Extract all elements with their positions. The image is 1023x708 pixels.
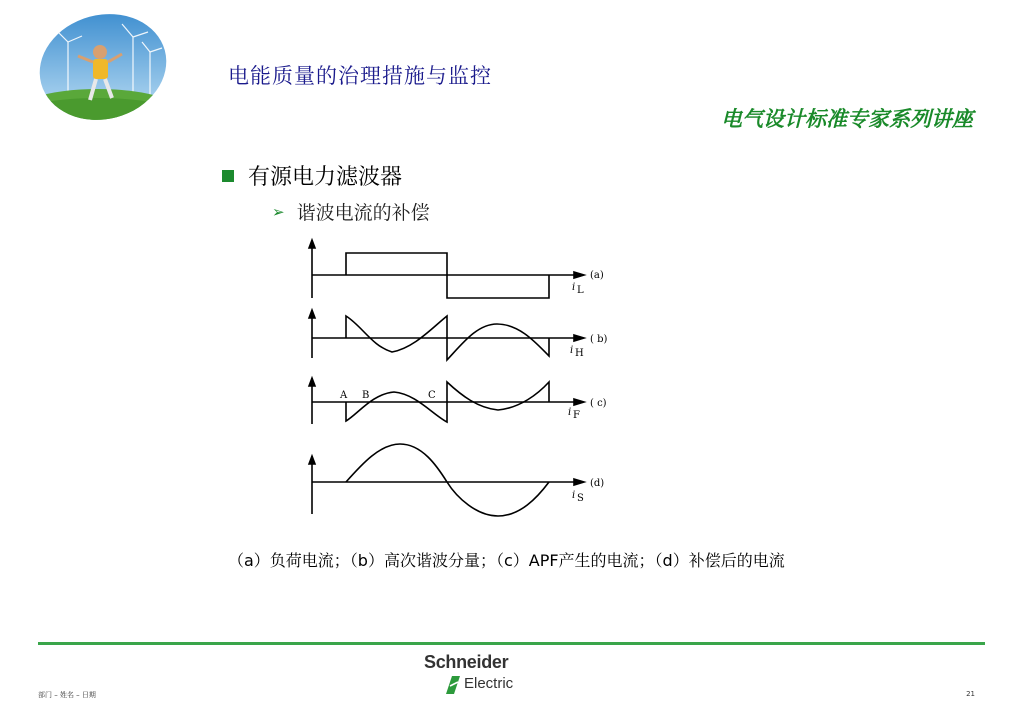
panel-b-current: i <box>570 345 574 356</box>
page-number: 21 <box>966 690 975 698</box>
schneider-logo <box>424 652 544 702</box>
series-subtitle: 电气设计标准专家系列讲座 <box>721 107 973 131</box>
panel-c-sub: F <box>573 410 580 421</box>
bullet-level-2 <box>272 198 430 225</box>
figure-caption: （a）负荷电流；（b）高次谐波分量；（c）APF产生的电流；（d）补偿后的电流 <box>228 551 785 570</box>
panel-c-tag: ( c) <box>590 398 607 409</box>
panel-b-tag: ( b) <box>590 334 608 345</box>
bullet-heading: 有源电力滤波器 <box>248 165 403 190</box>
bullet-level-1 <box>222 160 402 191</box>
square-bullet-icon <box>222 170 234 182</box>
panel-d-current: i <box>572 490 576 501</box>
brand-name-top: Schneider <box>424 652 509 672</box>
panel-a-current: i <box>572 282 576 293</box>
panel-d-axes <box>309 456 584 514</box>
brand-name-bottom: Electric <box>464 675 514 692</box>
point-label-a: A <box>340 390 348 401</box>
footer-meta: 部门 – 姓名 – 日期 <box>38 691 96 699</box>
bullet-subheading: 谐波电流的补偿 <box>296 202 430 224</box>
point-label-b: B <box>362 390 370 401</box>
page-title: 电能质量的治理措施与监控 <box>228 64 492 88</box>
panel-d-sub: S <box>577 493 584 504</box>
brand-mark-icon <box>444 674 462 696</box>
panel-a-tag: (a) <box>590 270 604 281</box>
panel-a-sub: L <box>577 285 584 296</box>
panel-c-current: i <box>568 407 572 418</box>
footer-divider <box>38 642 985 645</box>
panel-d-tag: (d) <box>590 478 605 489</box>
arrow-bullet-icon: ➢ <box>272 202 285 221</box>
panel-b-sub: H <box>575 348 584 359</box>
point-label-c: C <box>428 390 436 401</box>
header-photo-logo <box>38 12 168 122</box>
panel-d-wave <box>346 444 549 516</box>
waveform-figure <box>292 236 632 526</box>
